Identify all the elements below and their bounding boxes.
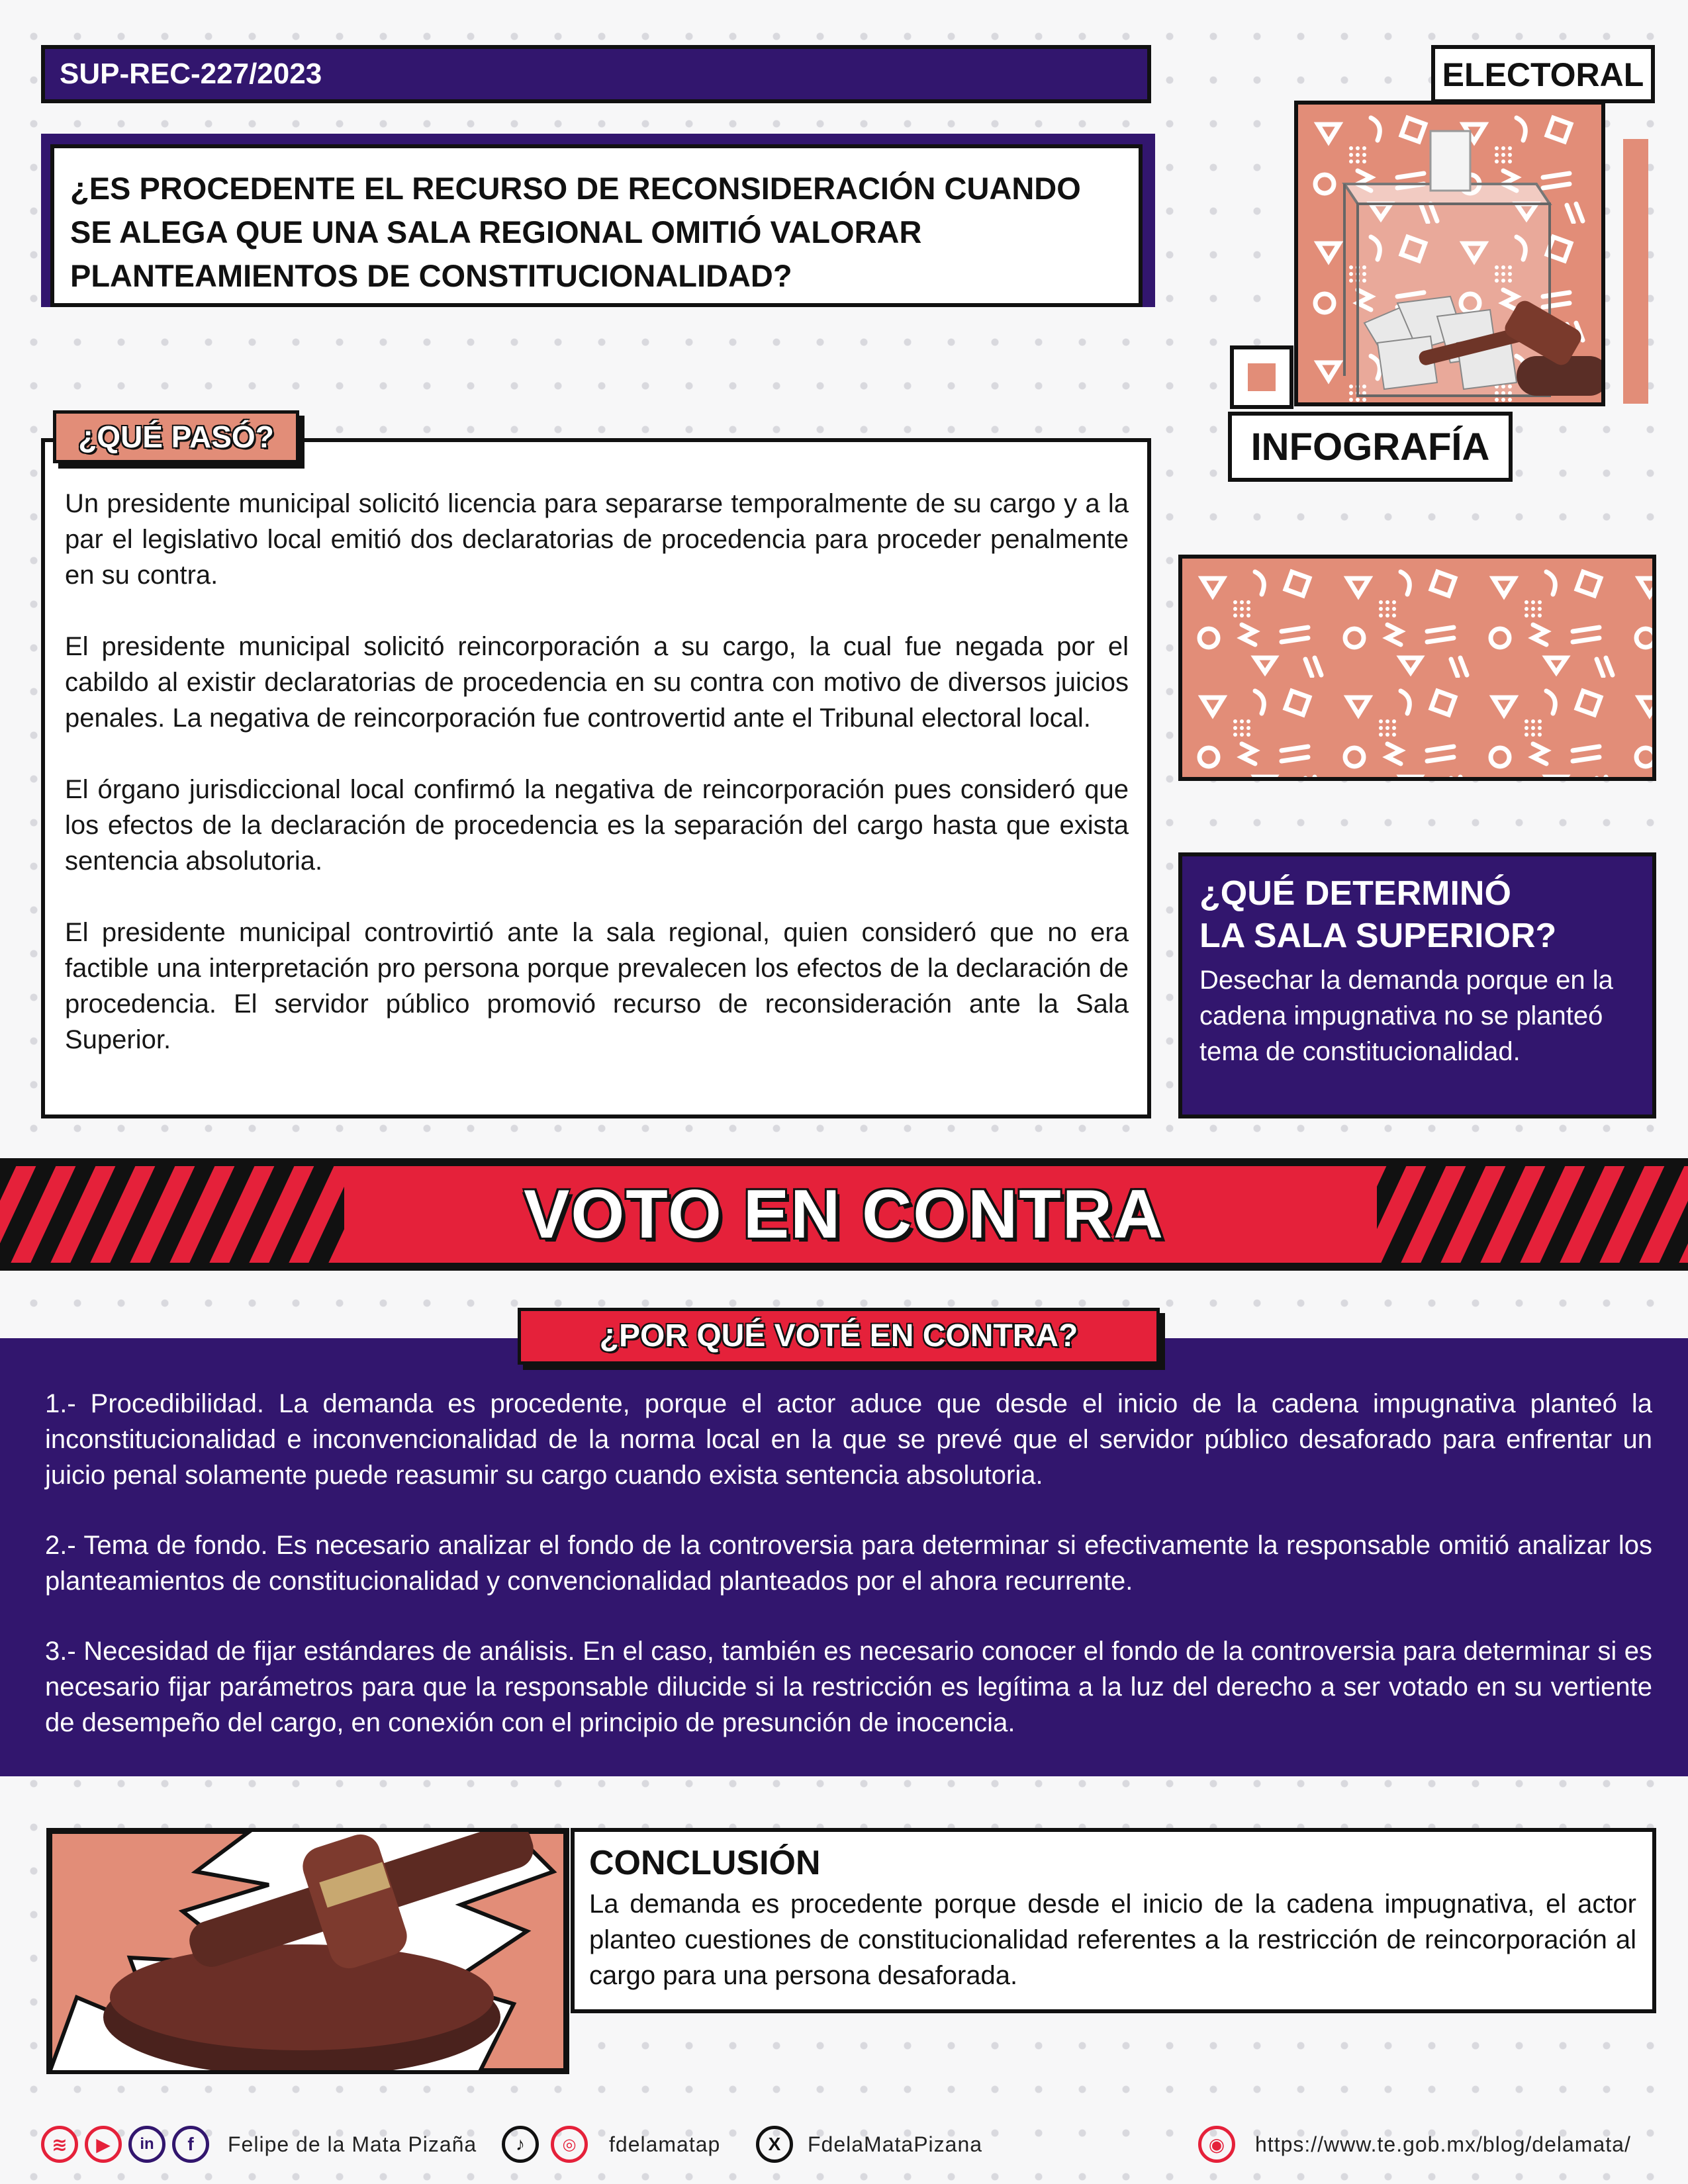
decorative-strip [1623, 139, 1648, 404]
decorative-square-fill [1248, 363, 1276, 391]
footer-handle-2[interactable]: FdelaMataPizana [808, 2132, 983, 2156]
que-paso-label: ¿QUÉ PASÓ? [53, 410, 299, 463]
voto-point: 2.- Tema de fondo. Es necesario analizar el fondo de la controversia para determinar si efectivamente la responsable omitió analizar los planteamientos de constitucionalidad y convencionalidad planteados por el ahora recurrente. [45, 1531, 1652, 1596]
footer-url[interactable]: https://www.te.gob.mx/blog/delamata/ [1255, 2132, 1631, 2156]
youtube-icon[interactable]: ▶ [85, 2126, 122, 2163]
pattern-banner [1178, 555, 1656, 781]
linkedin-icon[interactable]: in [128, 2126, 165, 2163]
instagram-icon[interactable]: ◎ [551, 2126, 588, 2163]
infografia-tag: INFOGRAFÍA [1228, 412, 1513, 482]
que-paso-paragraph: El presidente municipal controvirtió ante la sala regional, quien consideró que no era factible una interpretación pro persona porque prevalecen los efectos de la declaración de procedencia. El servidor público promovió recurso de reconsideración ante la Sala Superior. [65, 918, 1129, 1054]
que-paso-box [41, 438, 1151, 1118]
web-icon[interactable]: ◉ [1198, 2126, 1235, 2163]
voto-en-contra-title: VOTO EN CONTRA [524, 1176, 1164, 1253]
que-determino-title-1: ¿QUÉ DETERMINÓ [1199, 874, 1511, 913]
que-determino-title-2: LA SALA SUPERIOR? [1199, 917, 1557, 955]
ballot-box-image [1294, 101, 1605, 406]
tiktok-icon[interactable]: ♪ [502, 2126, 539, 2163]
footer [41, 2118, 1650, 2171]
conclusion-title: CONCLUSIÓN [589, 1844, 821, 1882]
conclusion-box [571, 1828, 1656, 2013]
que-paso-paragraph: El presidente municipal solicitó reincorporación a su cargo, la cual fue negada por el cabildo al existir declaratorias de procedencia en su contra con motivo de diversos juicios penales. La negativa de reincorporación fue controvertid ante el Tribunal electoral local. [65, 632, 1129, 733]
x-icon[interactable]: X [756, 2126, 793, 2163]
que-determino-text: Desechar la demanda porque en la cadena impugnativa no se planteó tema de constitucionalidad. [1199, 966, 1613, 1066]
por-que-label: ¿POR QUÉ VOTÉ EN CONTRA? [518, 1308, 1160, 1365]
voto-point: 3.- Necesidad de fijar estándares de análisis. En el caso, también es necesario conocer el fondo de la controversia para determinar si es necesario fijar parámetros para que la responsable dilucide si la restricción es legítima a la luz del derecho a ser votado en su vertiente de desempeño del cargo, en conexión con el principio de presunción de inocencia. [45, 1637, 1652, 1737]
electoral-tag: ELECTORAL [1431, 45, 1655, 103]
question-text: ¿ES PROCEDENTE EL RECURSO DE RECONSIDERACIÓN CUANDO SE ALEGA QUE UNA SALA REGIONAL OMITIÓ VALORAR PLANTEAMIENTOS DE CONSTITUCIONALIDAD? [70, 171, 1081, 293]
footer-handle-1[interactable]: fdelamatap [609, 2132, 721, 2156]
voto-point: 1.- Procedibilidad. La demanda es procedente, porque el actor aduce que desde el inicio de la cadena impugnativa planteó la inconstitucionalidad e inconvencionalidad de la norma local en la que se prevé que el servidor público desaforado para enfrentar un juicio penal solamente puede reasumir su cargo cuando exista sentencia absolutoria. [45, 1389, 1652, 1490]
footer-name[interactable]: Felipe de la Mata Pizaña [228, 2132, 477, 2156]
conclusion-text: La demanda es procedente porque desde el inicio de la cadena impugnativa, el actor planteo cuestiones de constitucionalidad referentes a la restricción de reincorporación al cargo para una persona desaforada. [589, 1889, 1636, 1990]
gavel-image [46, 1828, 569, 2074]
por-que-vote-section [0, 1338, 1688, 1776]
que-determino-box [1178, 852, 1656, 1118]
case-number: SUP-REC-227/2023 [60, 58, 322, 90]
question-box [50, 144, 1143, 307]
facebook-icon[interactable]: f [172, 2126, 209, 2163]
que-paso-paragraph: Un presidente municipal solicitó licencia para separarse temporalmente de su cargo y a la par el legislativo local emitió dos declaratorias de procedencia para proceder penalmente en su contra. [65, 489, 1129, 590]
que-paso-paragraph: El órgano jurisdiccional local confirmó la negativa de reincorporación pues consideró que los efectos de la declaración de procedencia es la separación del cargo hasta que exista sentencia absolutoria. [65, 775, 1129, 876]
spotify-icon[interactable]: ≋ [41, 2126, 78, 2163]
